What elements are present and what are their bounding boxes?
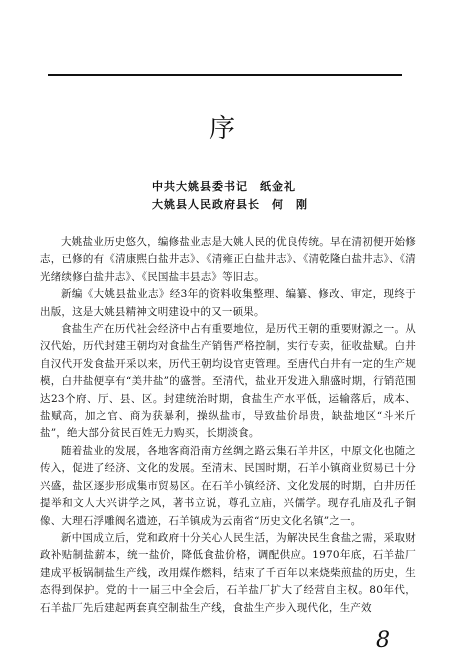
signature-county-head: 大姚县人民政府县长 何 刚 <box>152 198 308 211</box>
paragraph: 食盐生产在历代社会经济中占有重要地位，是历代王朝的重要财源之一。从汉代始，历代封建王朝均对食盐生产销售严格控制，实行专卖，征收盐赋。白井自汉代开发食盐开采以来，历代王朝均设官吏管理。至唐代白井有一定的生产规模，白井盐便享有“美井盐”的盛誉。至清代，盐业开发进入鼎盛时期，行销范围达23个府、厅、县、区。封建统治时期，食盐生产水平低，运输落后，成本、盐赋高，加之官、商为获暴利，操纵盐市，导致盐价昂贵，缺盐地区“斗米斤盐”，绝大部分贫民百姓无力购买，长期淡食。 <box>40 323 416 440</box>
page-title: 序 <box>208 114 241 144</box>
paragraph: 新中国成立后，党和政府十分关心人民生活，为解决民生食盐之需，采取财政补贴制盐薪本，统一盐价，降低食盐价格，调配供应。1970年底，石羊盐厂建成平板锅制盐生产线，改用煤作燃料，结束了千百年以来烧柴煎盐的历史，生态得到保护。党的十一届三中全会后，石羊盐厂扩大了经营自主权。80年代，石羊盐厂先后建起两套真空制盐生产线，食盐生产步入现代化，生产效 <box>40 531 416 614</box>
paragraph: 新编《大姚县盐业志》经3年的资料收集整理、编纂、修改、审定，现终于出版，这是大姚县精神文明建设中的又一硕果。 <box>40 288 416 318</box>
header-rule <box>48 74 402 76</box>
paragraph: 随着盐业的发展，各地客商沿南方丝绸之路云集石羊井区，中原文化也随之传入，促进了经济、文化的发展。至清末、民国时期，石羊小镇商业贸易已十分兴盛，盐区逐步形成集市贸易区。在石羊小镇经济、文化发展的时期，白井历任提举和文人大兴讲学之风，著书立说，尊孔立庙，兴儒学。现存孔庙及孔子铜像、大理石浮雕阀名遗迹，石羊镇成为云南省“历史文化名镇”之一。 <box>40 444 416 527</box>
handwritten-page-number: 8 <box>376 628 390 653</box>
paragraph: 大姚盐业历史悠久，编修盐业志是大姚人民的优良传统。早在清初便开始修志，已修的有《清康熙白盐井志》、《清雍正白盐井志》、《清乾隆白盐井志》、《清光绪续修白盐井志》、《民国盐丰县志》等旧志。 <box>40 236 416 283</box>
signature-party-secretary: 中共大姚县委书记 纸金礼 <box>152 180 296 193</box>
body-text <box>40 234 416 617</box>
